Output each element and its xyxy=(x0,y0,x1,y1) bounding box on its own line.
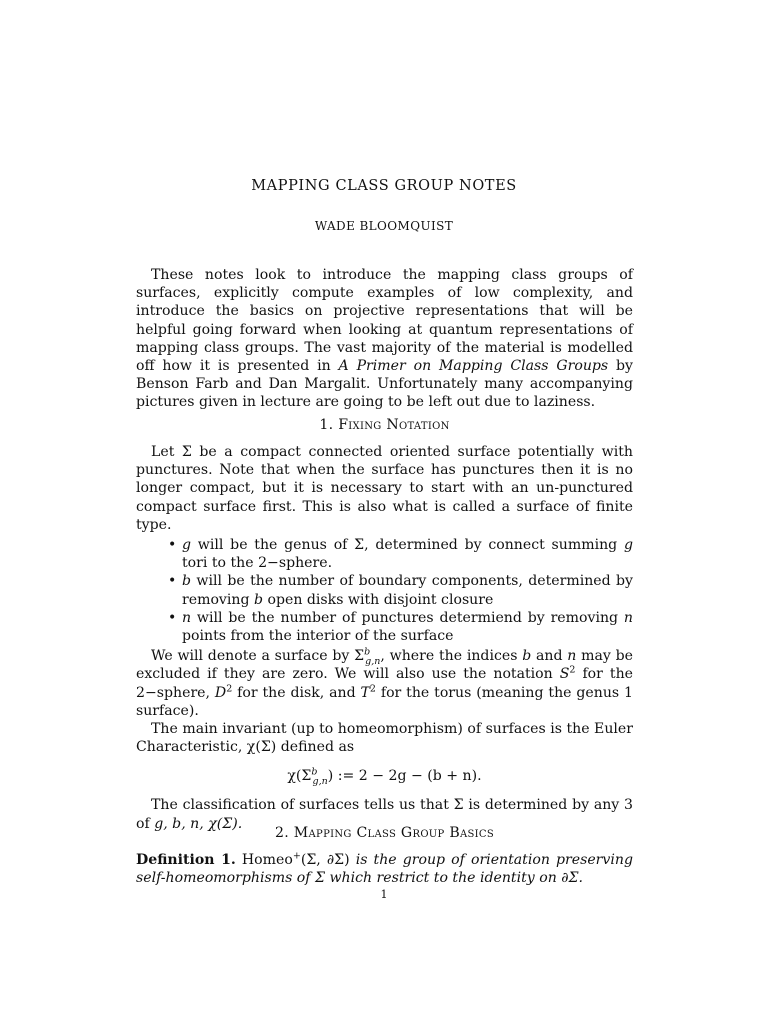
book-title: A Primer on Mapping Class Groups xyxy=(338,358,609,375)
definition-paragraph: Definition 1. Homeo+(Σ, ∂Σ) is the group of orientation preserving self-homeomorphisms of Σ which restrict to the identity on ∂Σ. xyxy=(136,850,633,887)
definition-text: is the group of orientation preserving self-homeomorphisms of Σ which restrict to the identity on ∂Σ. xyxy=(136,852,633,887)
paper-title: MAPPING CLASS GROUP NOTES xyxy=(251,178,517,194)
list-item-boundary: • b will be the number of boundary components, determined by removing b open disks with disjoint closure xyxy=(182,572,633,608)
invariant-paragraph: The main invariant (up to homeomorphism) of surfaces is the Euler Characteristic, χ(Σ) defined as xyxy=(136,721,633,756)
list-item-genus: • g will be the genus of Σ, determined by connect summing g tori to the 2−sphere. xyxy=(182,536,633,572)
intro-paragraph: Let Σ be a compact connected oriented surface potentially with punctures. Note that when the surface has punctures then it is no longer compact, but it is necessary to start with an un-punctured compact surface first. This is also what is called a surface of finite type. xyxy=(136,444,633,533)
definition-label: Definition 1. xyxy=(136,852,236,868)
author-name: WADE BLOOMQUIST xyxy=(314,219,454,233)
definition-1 xyxy=(136,851,633,887)
notation-list xyxy=(136,536,633,645)
denote-paragraph: We will denote a surface by $\Sigma^b_{g,n}$, where the indices b and n may be excluded if they are zero. We will also use the notation $S^2$ for the 2−sphere, $D^2$ for the disk, and $T^2$ for the torus (meaning the genus 1 surface). xyxy=(136,646,633,719)
classification-paragraph: The classification of surfaces tells us that Σ is determined by any 3 of g, b, n, χ(Σ). xyxy=(136,797,633,832)
section-1-body xyxy=(136,443,633,833)
page-number: 1 xyxy=(380,888,388,901)
abstract-text-cont: by Benson Farb and Dan Margalit. Unfortunately many accompanying pictures given in lecture are going to be left out due to laziness. xyxy=(136,358,634,411)
list-item-punctures: • n will be the number of punctures determiend by removing n points from the interior of the surface xyxy=(182,609,633,645)
abstract-paragraph xyxy=(136,266,633,412)
abstract-text: These notes look to introduce the mapping class groups of surfaces, explicitly compute examples of low complexity, and introduce the basics on projective representations that will be helpful going forward when looking at quantum representations of mapping class groups. The vast majority of the material is modelled off how it is presented in xyxy=(136,267,633,375)
abstract xyxy=(136,266,633,412)
section-1-heading: 1. Fixing Notation xyxy=(319,417,450,433)
section-2-heading-wrap xyxy=(136,824,633,842)
euler-characteristic-formula: $\chi(\Sigma^b_{g,n})$ := 2 − 2g − (b + n). xyxy=(287,766,482,788)
section-2-heading: 2. Mapping Class Group Basics xyxy=(274,825,495,841)
section-1-heading-wrap xyxy=(136,416,633,434)
